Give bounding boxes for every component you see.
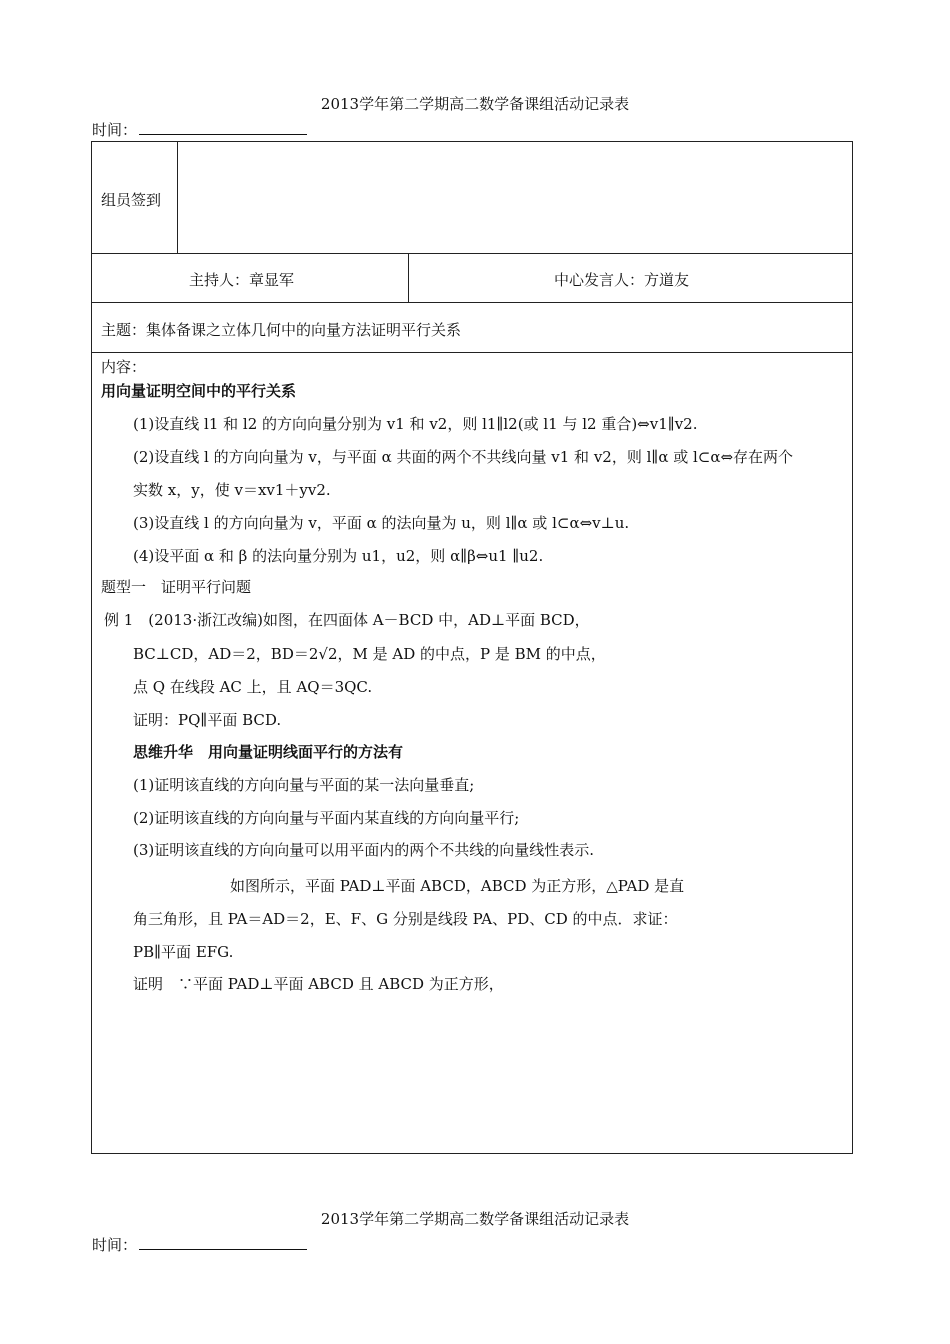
example-line: 点 Q 在线段 AC 上，且 AQ＝3QC. <box>133 678 373 696</box>
problem-line: 如图所示，平面 PAD⊥平面 ABCD，ABCD 为正方形，△PAD 是直 <box>230 877 685 895</box>
time-row-2 <box>92 1234 307 1255</box>
content-line: 实数 x，y，使 v＝xv1＋yv2. <box>133 481 331 499</box>
topic-label: 主题：集体备课之立体几何中的向量方法证明平行关系 <box>101 321 462 339</box>
section-title: 题型一 证明平行问题 <box>101 578 252 596</box>
summary-heading: 思维升华 用向量证明线面平行的方法有 <box>133 743 404 761</box>
content-line: (3)设直线 l 的方向向量为 v，平面 α 的法向量为 u，则 l∥α 或 l⊂α⇔v⊥u. <box>133 514 630 532</box>
summary-line: (2)证明该直线的方向向量与平面内某直线的方向向量平行; <box>133 809 520 827</box>
members-label: 组员签到 <box>101 191 162 209</box>
divider <box>92 253 852 254</box>
divider <box>92 302 852 303</box>
speaker-label: 中心发言人：方道友 <box>554 271 690 289</box>
host-label: 主持人：章显军 <box>189 271 295 289</box>
content-label: 内容： <box>101 358 147 376</box>
summary-line: (3)证明该直线的方向向量可以用平面内的两个不共线的向量线性表示. <box>133 841 595 859</box>
section-heading: 用向量证明空间中的平行关系 <box>101 382 297 400</box>
example-line: 例 1 (2013·浙江改编)如图，在四面体 A－BCD 中，AD⊥平面 BCD， <box>104 611 590 629</box>
content-line: (1)设直线 l1 和 l2 的方向向量分别为 v1 和 v2，则 l1∥l2(或 l1 与 l2 重合)⇔v1∥v2. <box>133 415 698 433</box>
page-title-2: 2013学年第二学期高二数学备课组活动记录表 <box>320 1210 630 1228</box>
example-line: BC⊥CD，AD＝2，BD＝2√2，M 是 AD 的中点，P 是 BM 的中点， <box>133 645 606 663</box>
divider <box>408 253 409 302</box>
content-line: (4)设平面 α 和 β 的法向量分别为 u1，u2，则 α∥β⇔u1 ∥u2. <box>133 547 544 565</box>
time-label: 时间： <box>92 121 138 139</box>
problem-line: 角三角形，且 PA＝AD＝2，E、F、G 分别是线段 PA、PD、CD 的中点．求证： <box>133 910 678 928</box>
example-line: 证明：PQ∥平面 BCD. <box>133 711 282 729</box>
content-line: (2)设直线 l 的方向向量为 v，与平面 α 共面的两个不共线向量 v1 和 v2，则 l∥α 或 l⊂α⇔存在两个 <box>133 448 794 466</box>
summary-line: (1)证明该直线的方向向量与平面的某一法向量垂直; <box>133 776 475 794</box>
time-blank <box>139 120 307 135</box>
problem-line: PB∥平面 EFG. <box>133 943 234 961</box>
time-blank-2 <box>139 1235 307 1250</box>
record-table <box>91 141 853 1154</box>
time-label-2: 时间： <box>92 1236 138 1254</box>
page-title: 2013学年第二学期高二数学备课组活动记录表 <box>320 95 630 113</box>
time-row <box>92 119 307 140</box>
divider <box>177 142 178 253</box>
divider <box>92 352 852 353</box>
proof-line: 证明 ∵平面 PAD⊥平面 ABCD 且 ABCD 为正方形， <box>133 975 504 993</box>
